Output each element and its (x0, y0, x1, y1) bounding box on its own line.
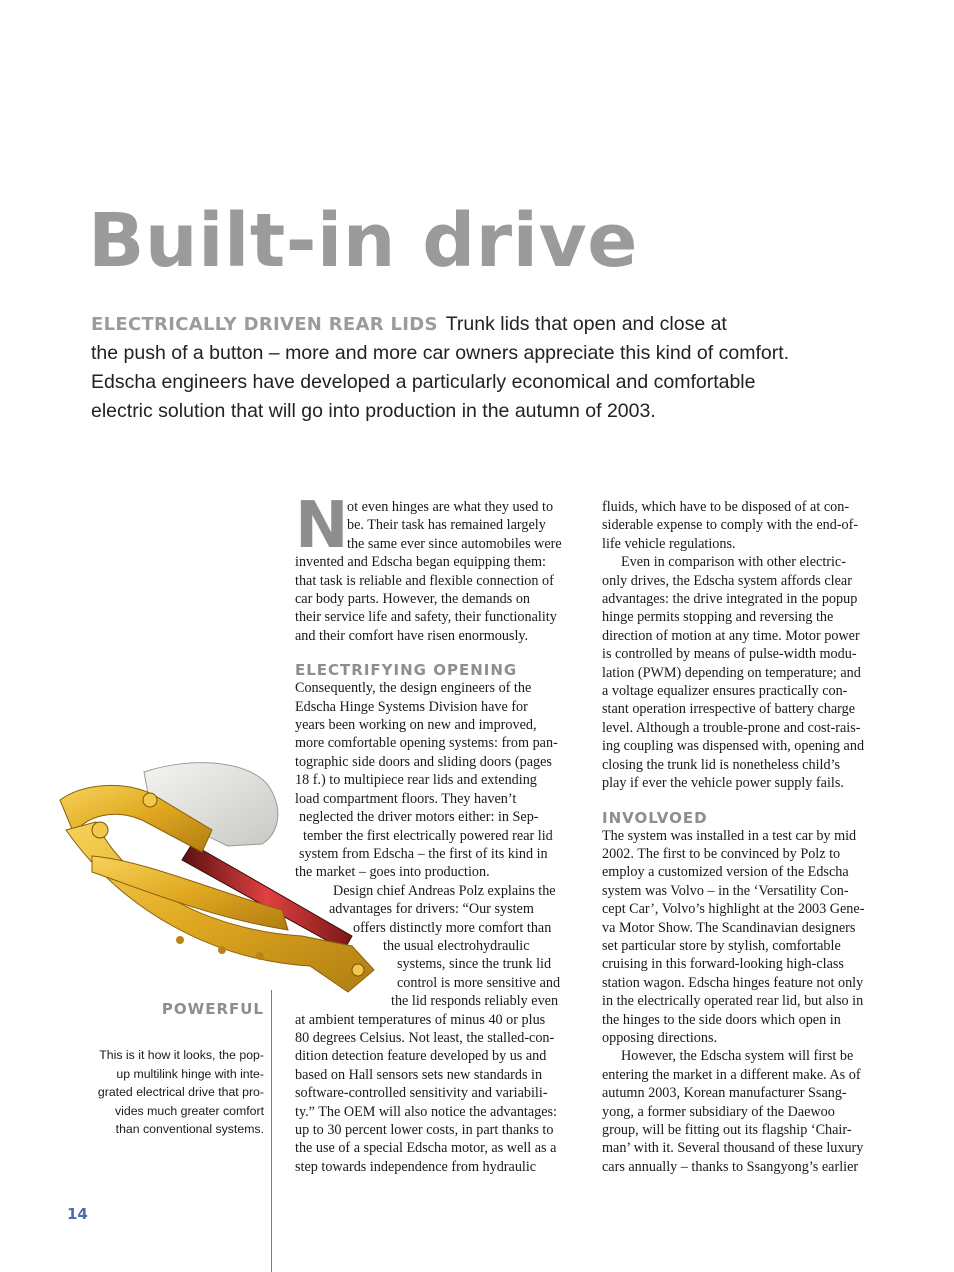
intro-line: ELECTRICALLY DRIVEN REAR LIDS Trunk lids that open and close at (91, 313, 727, 335)
col2-paragraph-4: However, the Edscha system will first be entering the market in a different make. As of autumn 2003, Korean manufacturer Ssang- yong, a former subsidiary of the Daewoo group, will be fitting out its flagship ‘Chair- man’ with it. Several thousand of these luxury cars annually – thanks to Ssangyong’s earlier (602, 1048, 864, 1175)
intro-paragraph (91, 310, 811, 426)
hinge-pivot (176, 936, 184, 944)
col1-paragraph-2: Consequently, the design engineers of the Edscha Hinge Systems Division have for years been working on new and improved, more comfortable opening systems: from pan- tographic side doors and sliding doors (pages 18 f.) to multipiece rear lids and extending load compartment floors. They haven’t neglected the driver motors either: in Sep- tember the first electrically powered rear lid system from Edscha – the first of its kind in the market – goes into production. (295, 680, 558, 881)
intro-kicker: ELECTRICALLY DRIVEN REAR LIDS (91, 314, 438, 335)
col2-paragraph-2: Even in comparison with other electric- only drives, the Edscha system affords clear advantages: the drive integrated in the popup hinge permits stopping and reversing the direction of motion at any time. Motor power is controlled by means of pulse-width modu- lation (PWM) depending on temperature; and a voltage equalizer ensures practically con- stant operation irrespective of battery charge level. Although a trouble-prone and cost-rais- ing coupling was dispensed with, opening and closing the trunk lid is nonetheless child’s play if ever the vehicle power supply fails. (602, 554, 865, 792)
hinge-pivot (218, 946, 226, 954)
article-column-2 (602, 498, 892, 1176)
column-divider (271, 990, 272, 1272)
drop-cap: N (295, 489, 349, 563)
intro-line: the push of a button – more and more car owners appreciate this kind of comfort. (91, 342, 790, 364)
caption-heading: POWERFUL (161, 1000, 264, 1018)
col2-paragraph-3: The system was installed in a test car by mid 2002. The first to be convinced by Polz to employ a customized version of the Edscha system was Volvo – in the ‘Versatility Con- cept Car’, Volvo’s highlight at the 2003 Gene- va Motor Show. The Scandinavian designers set particular store by stylish, comfortable cruising in this forward-looking high-class station wagon. Edscha hinges feature not only in the electrically operated rear lid, but also in the hinges to the side doors which open in opposing directions. (602, 827, 865, 1046)
col1-paragraph-3: Design chief Andreas Polz explains the advantages for drivers: “Our system offers distinctly more comfort than the usual electrohydraulic systems, since the trunk lid control is more sensitive and the lid responds reliably even at ambient temperatures of minus 40 or plus 80 degrees Celsius. Not least, the stalled-con- dition detection feature developed by us and based on Hall sensors sets new standards in software-controlled sensitivity and variabili- ty.” The OEM will also notice the advantages: up to 30 percent lower costs, in part thanks to the use of a special Edscha motor, as well as a step towards independence from hydraulic (295, 882, 561, 1175)
hinge-pivot (352, 964, 364, 976)
subheading-electrifying: ELECTRIFYING OPENING (295, 661, 518, 680)
col1-paragraph-1: ot even hinges are what they used to be. Their task has remained largely the same ever since automobiles were invented and Edscha began equipping them: that task is reliable and flexible connection of car body parts. However, the demands on their service life and safety, their functionality and their comfort have risen enormously. (295, 499, 562, 644)
intro-line: Edscha engineers have developed a particularly economical and comfortable (91, 371, 756, 393)
figure-caption: This is it how it looks, the pop- up multilink hinge with inte- grated electrical drive that pro- vides much greater comfort than conventional systems. (97, 1048, 264, 1136)
hinge-pivot (92, 822, 108, 838)
col2-paragraph-1: fluids, which have to be disposed of at con- siderable expense to comply with the end-of- life vehicle regulations. (602, 499, 859, 552)
page-number: 14 (67, 1205, 88, 1223)
hinge-pivot (143, 793, 157, 807)
hinge-illustration (52, 760, 392, 1000)
subheading-involvoed: INVOLVOED (602, 808, 708, 827)
intro-line: electric solution that will go into production in the autumn of 2003. (91, 400, 656, 422)
page-title: Built-in drive (88, 198, 638, 284)
hinge-pivot (256, 952, 264, 960)
